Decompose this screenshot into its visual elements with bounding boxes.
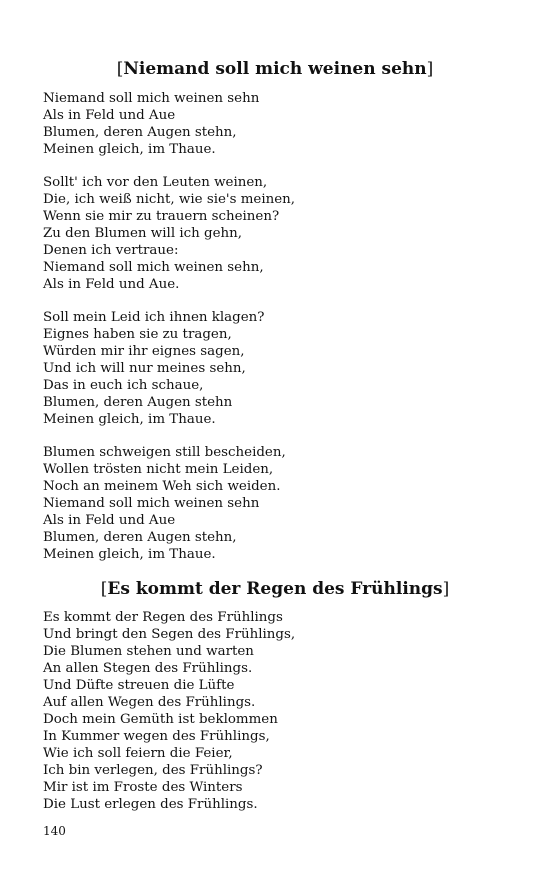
- verse-line: Soll mein Leid ich ihnen klagen?: [43, 310, 265, 325]
- poem-title-text: Niemand soll mich weinen sehn: [123, 59, 427, 79]
- verse-line: Als in Feld und Aue: [43, 108, 176, 123]
- poem-title: [Es kommt der Regen des Frühlings]: [100, 579, 450, 599]
- verse-line: Meinen gleich, im Thaue.: [43, 547, 216, 562]
- verse-line: An allen Stegen des Frühlings.: [43, 661, 253, 676]
- verse-line: Noch an meinem Weh sich weiden.: [43, 479, 281, 494]
- verse-line: Und ich will nur meines sehn,: [43, 361, 246, 376]
- verse-line: Wie ich soll feiern die Feier,: [43, 746, 233, 761]
- stanza: [43, 444, 550, 563]
- verse-line: Und Düfte streuen die Lüfte: [43, 678, 235, 693]
- verse-line: Blumen, deren Augen stehn,: [43, 530, 237, 545]
- verse-line: Wenn sie mir zu trauern scheinen?: [43, 209, 280, 224]
- verse-line: Als in Feld und Aue.: [43, 277, 180, 292]
- verse-line: Niemand soll mich weinen sehn: [43, 496, 260, 511]
- verse-line: Die Blumen stehen und warten: [43, 644, 254, 659]
- verse-line: Und bringt den Segen des Frühlings,: [43, 627, 296, 642]
- verse-line: Niemand soll mich weinen sehn,: [43, 260, 264, 275]
- verse-line: Blumen, deren Augen stehn: [43, 395, 233, 410]
- verse-line: Als in Feld und Aue: [43, 513, 176, 528]
- verse-line: Mir ist im Froste des Winters: [43, 780, 243, 795]
- poem-niemand: [0, 58, 550, 563]
- verse-line: Das in euch ich schaue,: [43, 378, 204, 393]
- stanza: [43, 90, 550, 158]
- poem-title: [Niemand soll mich weinen sehn]: [116, 59, 434, 79]
- verse-line: Blumen, deren Augen stehn,: [43, 125, 237, 140]
- verse-line: Meinen gleich, im Thaue.: [43, 142, 216, 157]
- verse-line: Denen ich vertraue:: [43, 243, 179, 258]
- verse-line: Niemand soll mich weinen sehn: [43, 91, 260, 106]
- verse-line: Doch mein Gemüth ist beklommen: [43, 712, 278, 727]
- stanza: [43, 174, 550, 293]
- verse-line: Zu den Blumen will ich gehn,: [43, 226, 243, 241]
- verse-line: Es kommt der Regen des Frühlings: [43, 610, 283, 625]
- verse-line: Ich bin verlegen, des Frühlings?: [43, 763, 263, 778]
- verse-line: Blumen schweigen still bescheiden,: [43, 445, 286, 460]
- poem-regen: [0, 578, 550, 813]
- verse-line: Meinen gleich, im Thaue.: [43, 412, 216, 427]
- stanza: [43, 609, 550, 813]
- verse-line: Eignes haben sie zu tragen,: [43, 327, 232, 342]
- verse-line: In Kummer wegen des Frühlings,: [43, 729, 270, 744]
- verse-line: Sollt' ich vor den Leuten weinen,: [43, 175, 268, 190]
- verse-line: Auf allen Wegen des Frühlings.: [43, 695, 256, 710]
- stanza: [43, 309, 550, 428]
- verse-line: Die Lust erlegen des Frühlings.: [43, 797, 258, 812]
- poem-title-text: Es kommt der Regen des Frühlings: [107, 579, 443, 599]
- page-number: 140: [43, 824, 66, 838]
- verse-line: Die, ich weiß nicht, wie sie's meinen,: [43, 192, 296, 207]
- verse-line: Wollen trösten nicht mein Leiden,: [43, 462, 274, 477]
- verse-line: Würden mir ihr eignes sagen,: [43, 344, 245, 359]
